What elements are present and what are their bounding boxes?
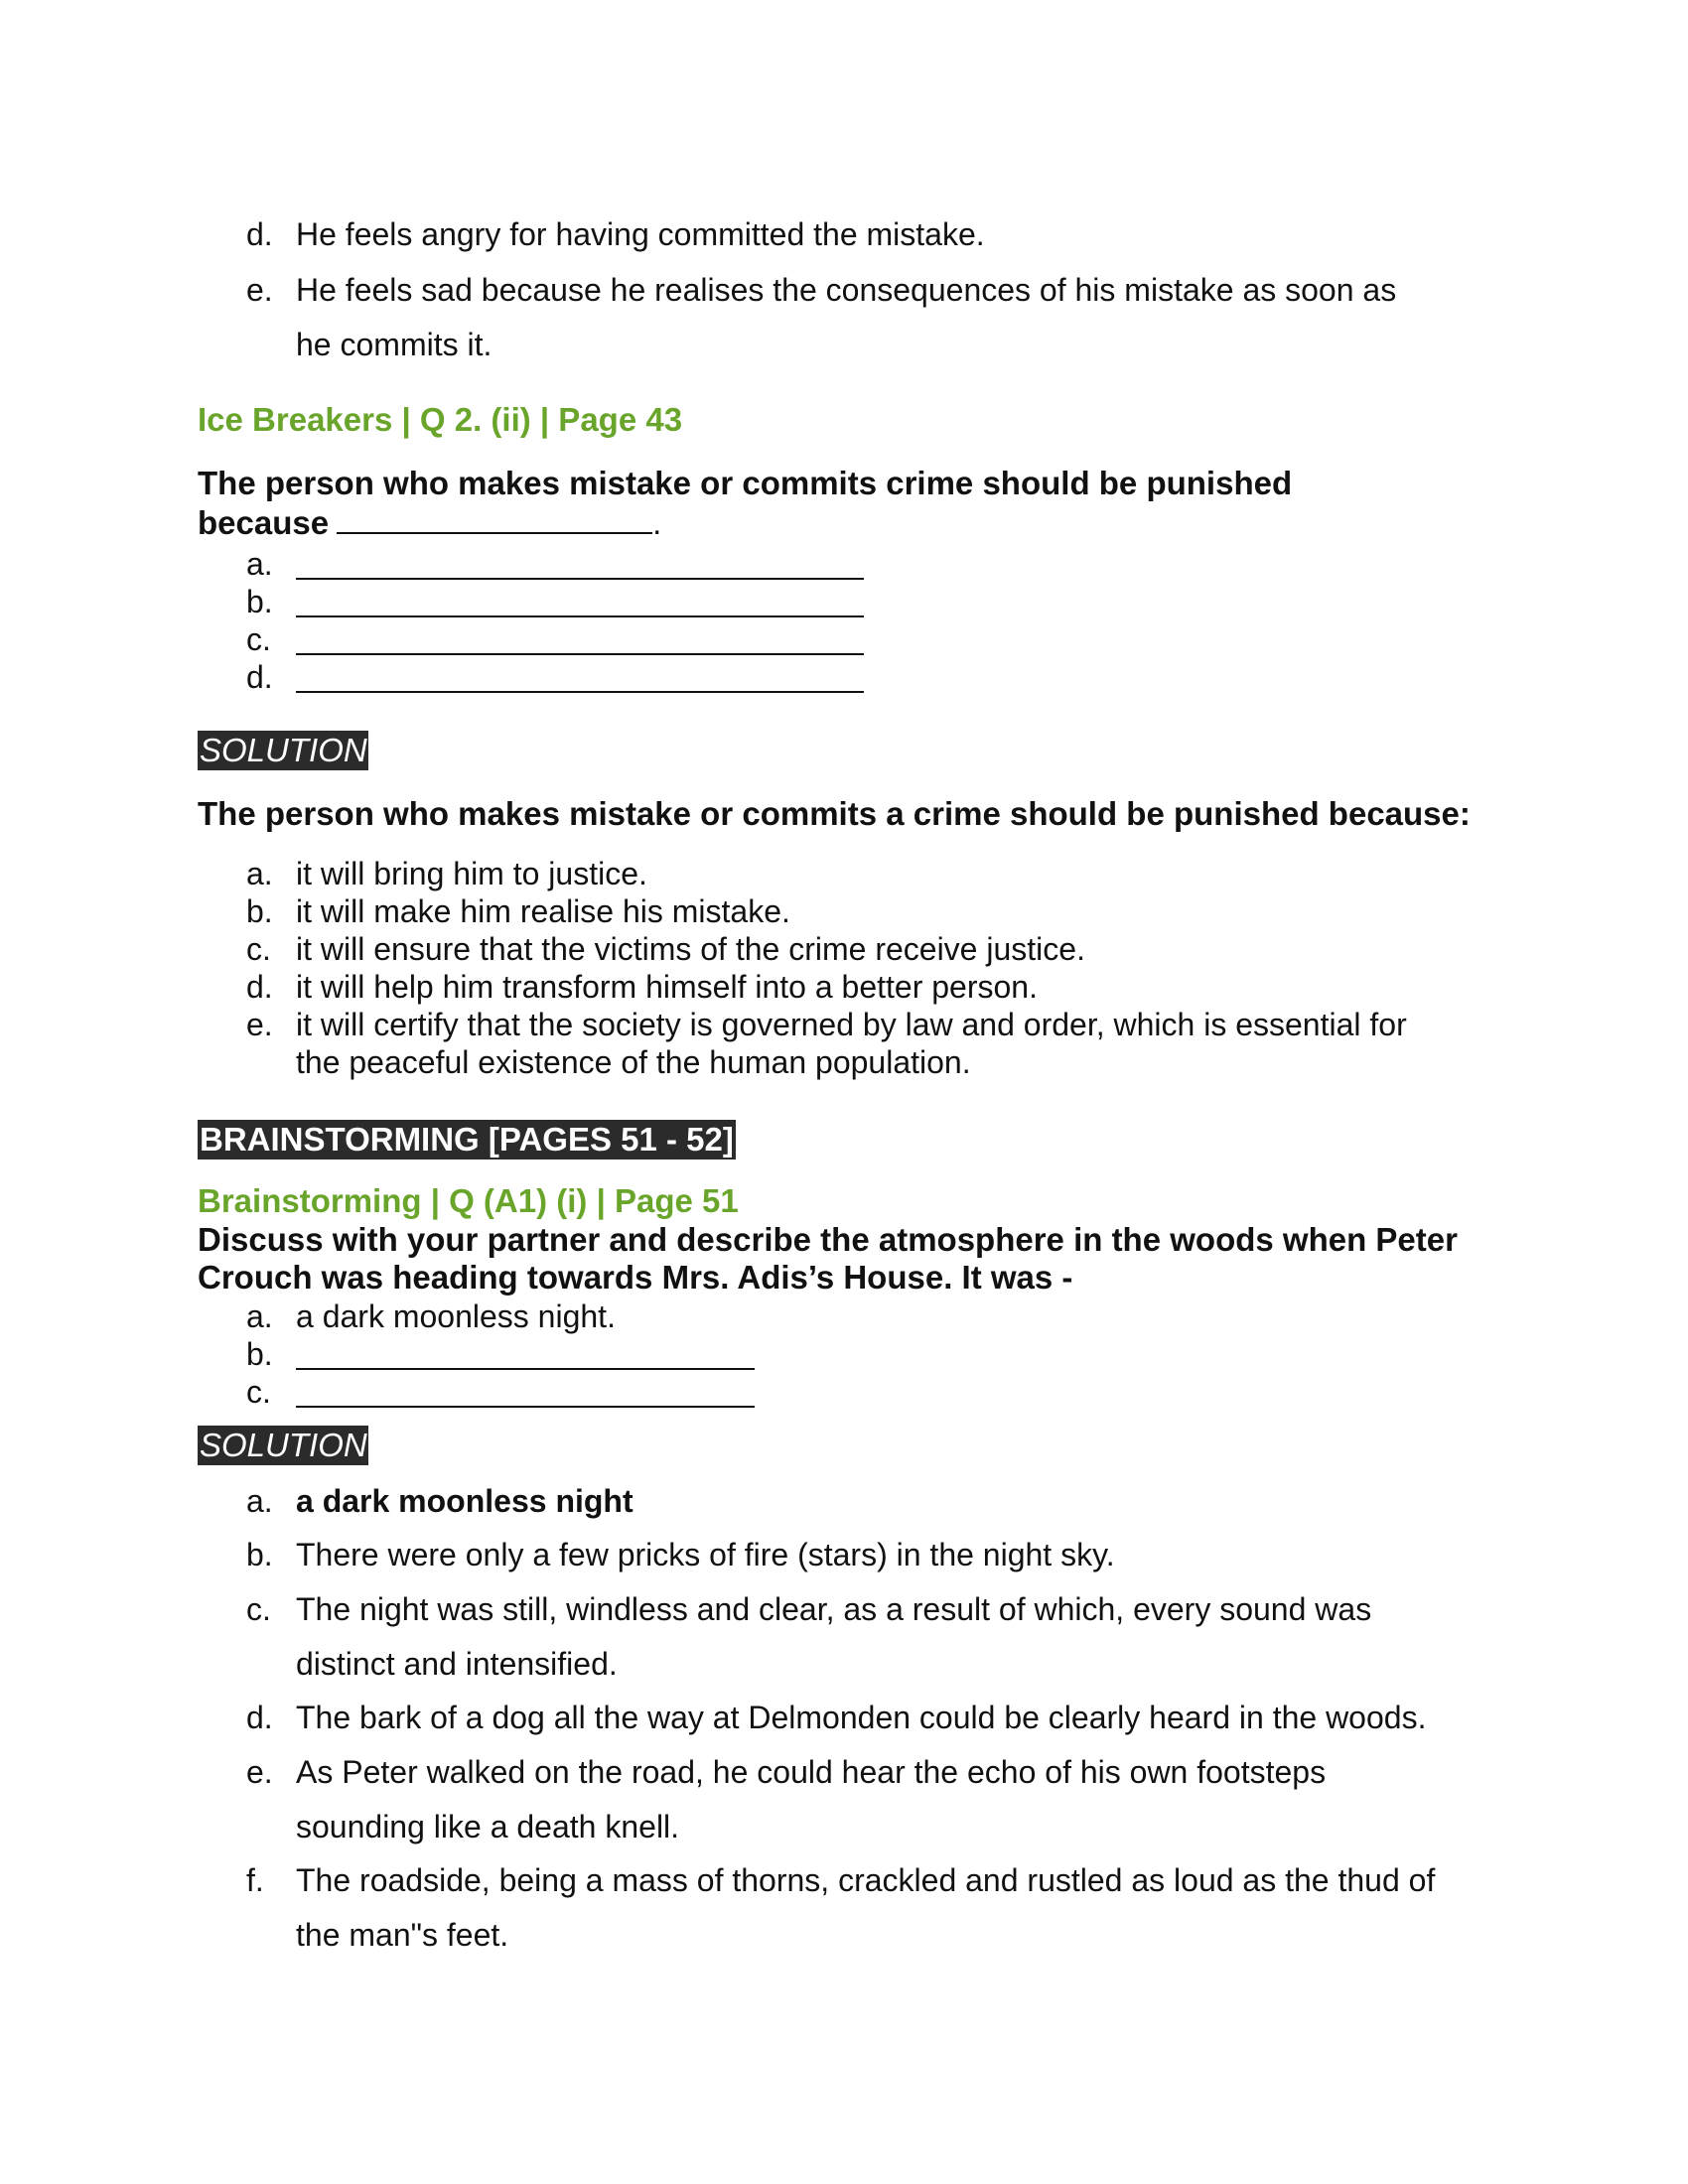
list-marker: e.	[246, 1754, 273, 1790]
list-marker: f.	[246, 1862, 264, 1898]
list-marker: c.	[246, 931, 271, 967]
list-text: The bark of a dog all the way at Delmonden could be clearly heard in the woods.	[296, 1700, 1427, 1735]
list-text: The night was still, windless and clear, as a result of which, every sound was	[296, 1591, 1372, 1627]
list-text: it will ensure that the victims of the crime receive justice.	[296, 931, 1085, 967]
question-text: Discuss with your partner and describe the atmosphere in the woods when Peter	[198, 1221, 1458, 1258]
list-text: a dark moonless night	[296, 1483, 633, 1519]
solution-label: SOLUTION	[200, 732, 367, 768]
list-text: a dark moonless night.	[296, 1298, 616, 1334]
answer-blank	[296, 653, 864, 655]
list-text: the man"s feet.	[296, 1917, 509, 1953]
list-text: He feels sad because he realises the consequences of his mistake as soon as	[296, 272, 1397, 308]
list-text: it will bring him to justice.	[296, 856, 647, 891]
list-marker: e.	[246, 272, 273, 308]
list-marker: d.	[246, 216, 273, 252]
question-text-part: because	[198, 504, 330, 541]
list-text: As Peter walked on the road, he could hear the echo of his own footsteps	[296, 1754, 1327, 1790]
answer-blank	[296, 691, 864, 693]
list-text: it will certify that the society is governed by law and order, which is essential for	[296, 1007, 1407, 1042]
list-marker: a.	[246, 546, 273, 582]
list-text: He feels angry for having committed the mistake.	[296, 216, 985, 252]
list-text: it will make him realise his mistake.	[296, 893, 790, 929]
section-label: BRAINSTORMING [PAGES 51 - 52]	[200, 1121, 734, 1158]
list-marker: a.	[246, 1298, 273, 1334]
question-text: Crouch was heading towards Mrs. Adis’s House. It was -	[198, 1259, 1073, 1296]
list-marker: d.	[246, 1700, 273, 1735]
solution-intro: The person who makes mistake or commits a crime should be punished because:	[198, 795, 1471, 832]
question-text: The person who makes mistake or commits crime should be punished	[198, 465, 1293, 501]
list-marker: b.	[246, 1537, 273, 1572]
list-text: sounding like a death knell.	[296, 1809, 680, 1844]
question-heading: Ice Breakers | Q 2. (ii) | Page 43	[198, 401, 683, 438]
list-text: he commits it.	[296, 327, 492, 362]
list-text: distinct and intensified.	[296, 1646, 618, 1682]
answer-blank	[296, 1406, 755, 1408]
list-marker: b.	[246, 1336, 273, 1372]
list-marker: b.	[246, 893, 273, 929]
question-end: .	[652, 504, 662, 541]
list-marker: a.	[246, 856, 273, 891]
list-marker: c.	[246, 1591, 271, 1627]
list-marker: a.	[246, 1483, 273, 1519]
list-marker: c.	[246, 621, 271, 657]
answer-blank	[296, 1368, 755, 1370]
list-marker: c.	[246, 1374, 271, 1410]
question-heading: Brainstorming | Q (A1) (i) | Page 51	[198, 1182, 739, 1219]
list-text: The roadside, being a mass of thorns, crackled and rustled as loud as the thud of	[296, 1862, 1436, 1898]
answer-blank	[337, 502, 652, 534]
answer-blank	[296, 578, 864, 580]
list-marker: d.	[246, 659, 273, 695]
list-text: it will help him transform himself into a better person.	[296, 969, 1038, 1005]
question-text	[198, 502, 661, 542]
solution-label: SOLUTION	[200, 1427, 367, 1463]
list-text: the peaceful existence of the human population.	[296, 1044, 971, 1080]
list-text: There were only a few pricks of fire (stars) in the night sky.	[296, 1537, 1115, 1572]
list-marker: e.	[246, 1007, 273, 1042]
answer-blank	[296, 615, 864, 617]
list-marker: d.	[246, 969, 273, 1005]
list-marker: b.	[246, 584, 273, 619]
